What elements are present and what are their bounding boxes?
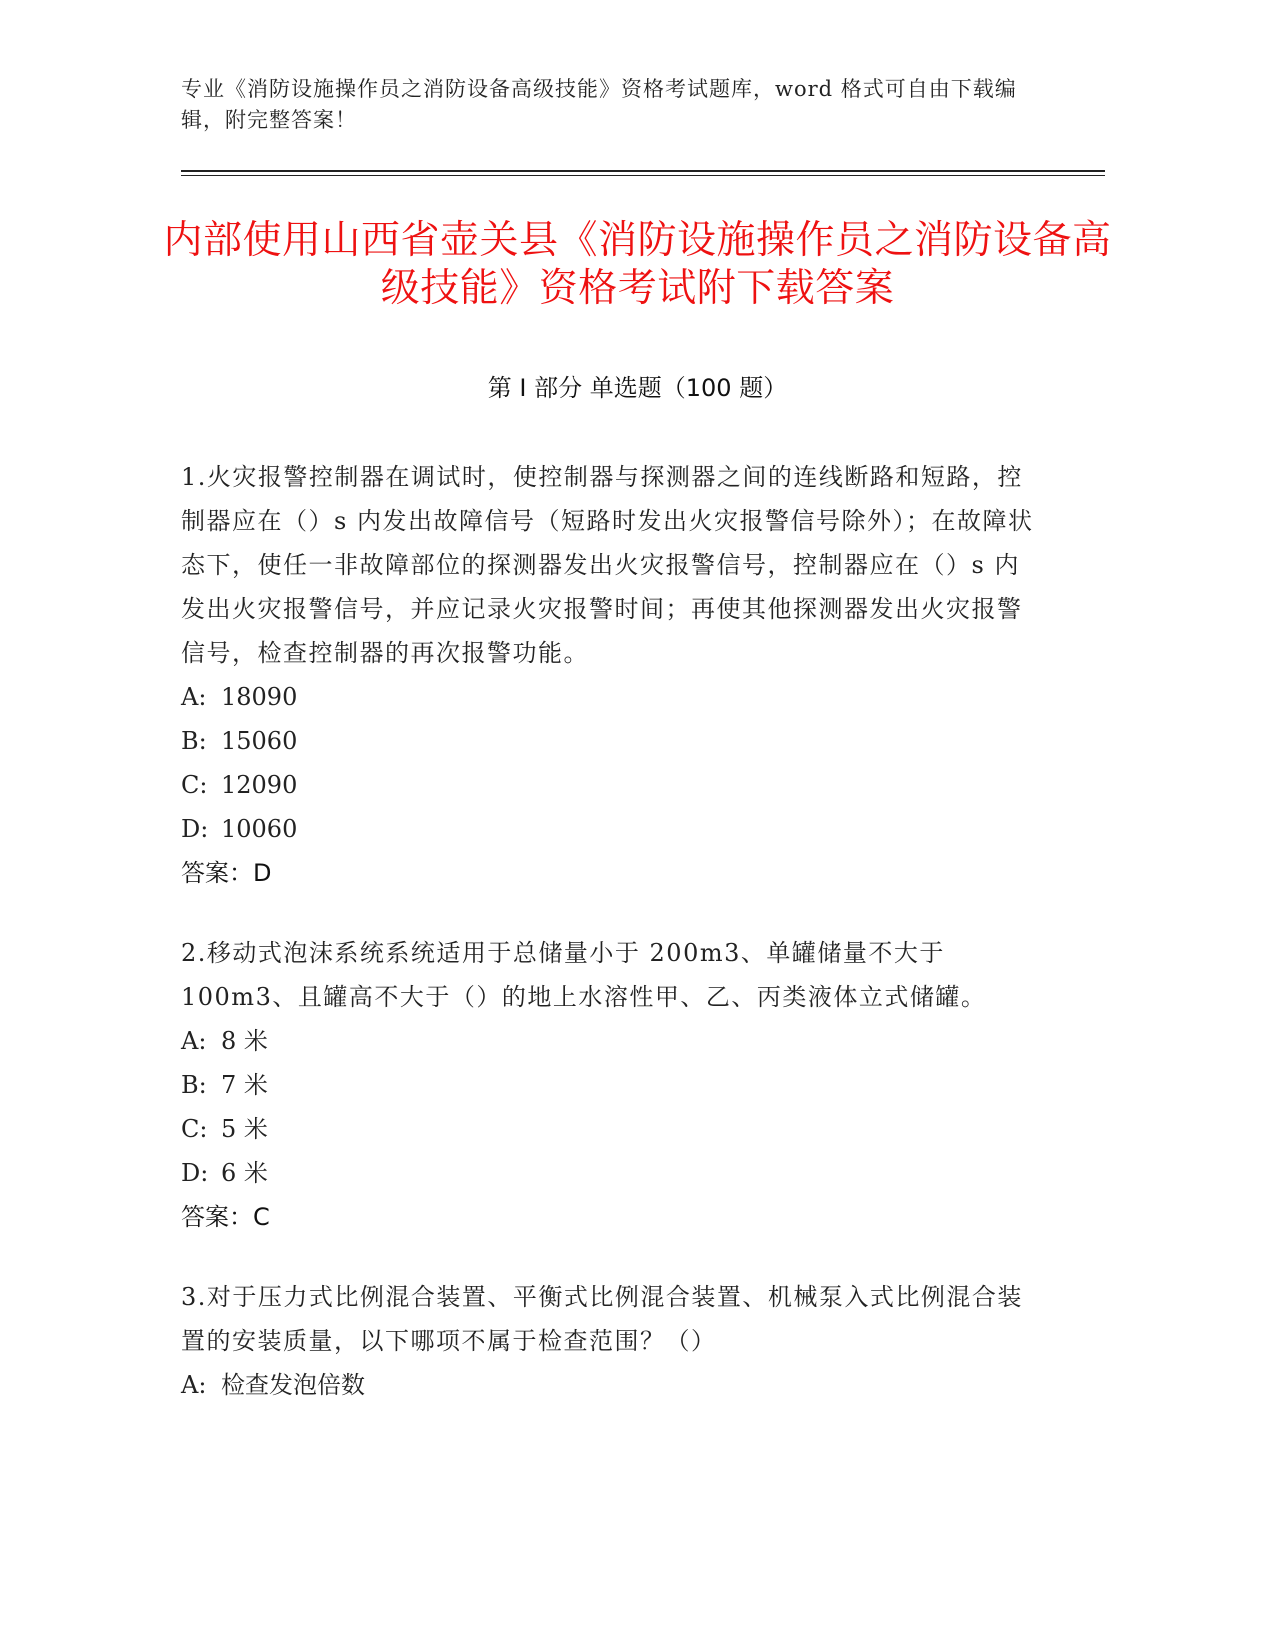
option-text: 18090 — [221, 683, 298, 711]
option-b — [181, 1063, 1041, 1107]
question-2 — [181, 931, 1041, 1239]
option-a — [181, 1363, 1041, 1407]
option-letter: A: — [181, 1371, 207, 1399]
option-letter: A: — [181, 683, 207, 711]
option-text: 5 米 — [221, 1115, 268, 1143]
option-letter: D: — [181, 815, 209, 843]
question-3 — [181, 1275, 1041, 1407]
option-text: 15060 — [221, 727, 298, 755]
question-text: 3.对于压力式比例混合装置、平衡式比例混合装置、机械泵入式比例混合装置的安装质量，以下哪项不属于检查范围？（） — [181, 1283, 1023, 1355]
option-letter: C: — [181, 771, 208, 799]
option-c — [181, 763, 1041, 807]
question-1 — [181, 455, 1041, 895]
answer-line: 答案：D — [181, 859, 272, 887]
option-letter: B: — [181, 727, 207, 755]
option-text: 8 米 — [221, 1027, 268, 1055]
option-text: 12090 — [221, 771, 298, 799]
header-note: 专业《消防设施操作员之消防设备高级技能》资格考试题库，word 格式可自由下载编辑，附完整答案！ — [181, 77, 1017, 132]
document-title: 内部使用山西省壶关县《消防设施操作员之消防设备高级技能》资格考试附下载答案 — [163, 218, 1112, 311]
option-d — [181, 807, 1041, 851]
option-d — [181, 1151, 1041, 1195]
header-divider-thick — [181, 170, 1105, 172]
answer-line: 答案：C — [181, 1203, 270, 1231]
option-letter: C: — [181, 1115, 208, 1143]
option-a — [181, 1019, 1041, 1063]
option-text: 6 米 — [221, 1159, 268, 1187]
option-a — [181, 675, 1041, 719]
option-letter: A: — [181, 1027, 207, 1055]
option-text: 7 米 — [221, 1071, 268, 1099]
question-text: 1.火灾报警控制器在调试时，使控制器与探测器之间的连线断路和短路，控制器应在（）s 内发出故障信号（短路时发出火灾报警信号除外）；在故障状态下，使任一非故障部位的探测器发出火灾报警信号，控制器应在（）s 内发出火灾报警信号，并应记录火灾报警时间；再使其他探测器发出火灾报警信号，检查控制器的再次报警功能。 — [181, 463, 1034, 667]
question-text: 2.移动式泡沫系统系统适用于总储量小于 200m3、单罐储量不大于 100m3、且罐高不大于（）的地上水溶性甲、乙、丙类液体立式储罐。 — [181, 939, 987, 1011]
question-list — [181, 455, 1041, 1443]
section-heading: 第 I 部分 单选题（100 题） — [487, 374, 788, 402]
option-b — [181, 719, 1041, 763]
option-text: 检查发泡倍数 — [221, 1371, 365, 1399]
header-divider-thin — [181, 175, 1105, 176]
option-text: 10060 — [221, 815, 298, 843]
option-letter: B: — [181, 1071, 207, 1099]
option-c — [181, 1107, 1041, 1151]
option-letter: D: — [181, 1159, 209, 1187]
